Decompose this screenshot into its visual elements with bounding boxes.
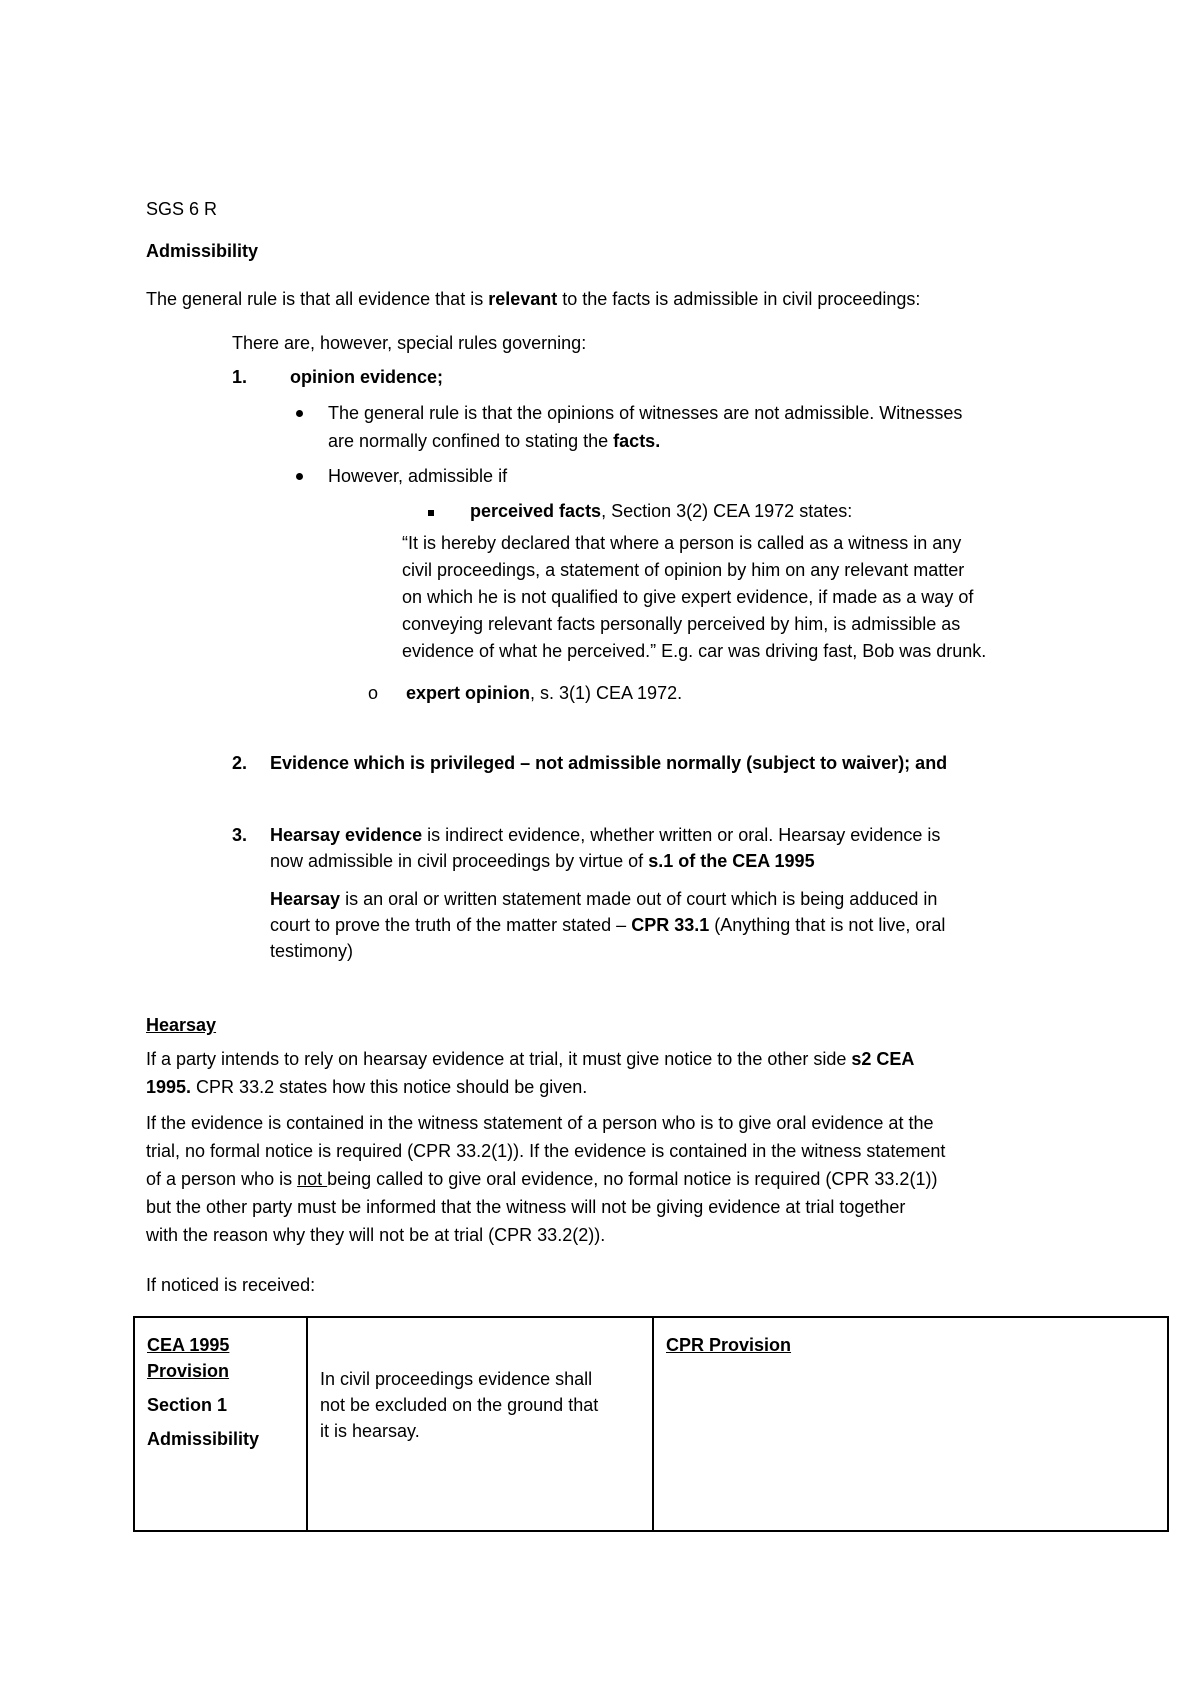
cpr-provision-label: CPR Provision [666, 1335, 792, 1355]
quote-line: on which he is not qualified to give expert evidence, if made as a way of [402, 587, 974, 607]
item1-bullet2: However, admissible if [328, 466, 508, 486]
hearsay-p2-line1: If the evidence is contained in the witness statement of a person who is to give oral evidence at the [146, 1113, 934, 1133]
item3-line2-bold: s.1 of the CEA 1995 [648, 851, 815, 871]
bullet-square-icon [428, 510, 434, 516]
intro-text-bold: relevant [488, 289, 558, 309]
document-code: SGS 6 R [146, 199, 218, 219]
quote-line: evidence of what he perceived.” E.g. car was driving fast, Bob was drunk. [402, 641, 987, 661]
item2-number: 2. [232, 753, 248, 773]
intro-text-pre: The general rule is that all evidence that is [146, 289, 489, 309]
hearsay-p2-line3-post: being called to give oral evidence, no formal notice is required (CPR 33.2(1)) [327, 1169, 938, 1189]
bullet-dot-icon [296, 410, 303, 417]
hearsay-def-line2-bold: CPR 33.1 [631, 915, 710, 935]
item3-line2 [270, 848, 815, 875]
special-rules-text: There are, however, special rules governing: [232, 333, 587, 353]
cea-1995-label: CEA 1995 [147, 1335, 230, 1355]
bullet1-line2-text: are normally confined to stating the [328, 431, 614, 451]
item2-text: Evidence which is privileged – not admissible normally (subject to waiver); and [270, 753, 948, 773]
item3-number: 3. [232, 825, 248, 845]
expert-opinion-rest: , s. 3(1) CEA 1972. [530, 683, 683, 703]
section-3-2-quote [402, 530, 1060, 665]
hearsay-p2-line3-text: of a person who is [146, 1169, 298, 1189]
expert-opinion-bold: expert opinion [406, 683, 531, 703]
item3-line1 [270, 822, 940, 849]
hearsay-evidence-bold: Hearsay evidence [270, 825, 423, 845]
provisions-table [133, 1316, 1169, 1532]
hearsay-p2-line3 [146, 1166, 937, 1193]
hearsay-def-line2-text: court to prove the truth of the matter stated – [270, 915, 632, 935]
provision-text-line: In civil proceedings evidence shall [320, 1369, 593, 1389]
bullet1-line2-bold: facts. [613, 431, 661, 451]
table-col-cpr [654, 1318, 1167, 1530]
item1-bullet1-line1: The general rule is that the opinions of witnesses are not admissible. Witnesses [328, 403, 963, 423]
admissibility-intro [146, 286, 920, 313]
section-1-label: Section 1 [147, 1395, 228, 1415]
table-col-cea [135, 1318, 308, 1530]
bullet-dot-icon [296, 473, 303, 480]
quote-line: conveying relevant facts personally perceived by him, is admissible as [402, 614, 961, 634]
perceived-facts-rest: , Section 3(2) CEA 1972 states: [601, 501, 853, 521]
admissibility-label: Admissibility [147, 1429, 260, 1449]
item1-bullet1-line2 [328, 428, 660, 455]
if-noticed-text: If noticed is received: [146, 1275, 316, 1295]
provision-text-line: not be excluded on the ground that [320, 1395, 599, 1415]
hearsay-p2-line2: trial, no formal notice is required (CPR 33.2(1)). If the evidence is contained in the witness statement [146, 1141, 946, 1161]
table-col-provision-text [308, 1318, 654, 1530]
provision-text-line: it is hearsay. [320, 1421, 420, 1441]
hearsay-p1-bold: s2 CEA [851, 1049, 915, 1069]
perceived-facts-bold: perceived facts [470, 501, 602, 521]
item3-line2-text: now admissible in civil proceedings by virtue of [270, 851, 649, 871]
hearsay-p1-line2-bold: 1995. [146, 1077, 192, 1097]
provision-label: Provision [147, 1361, 230, 1381]
hearsay-p2-line5: with the reason why they will not be at trial (CPR 33.2(2)). [146, 1225, 606, 1245]
hearsay-definition-line3: testimony) [270, 941, 354, 961]
item1-title: opinion evidence; [290, 367, 444, 387]
hearsay-p1-line2-rest: CPR 33.2 states how this notice should be given. [191, 1077, 588, 1097]
quote-line: civil proceedings, a statement of opinion by him on any relevant matter [402, 560, 965, 580]
admissibility-heading: Admissibility [146, 241, 259, 261]
expert-opinion-line [406, 680, 682, 707]
item3-line1-rest: is indirect evidence, whether written or oral. Hearsay evidence is [422, 825, 941, 845]
hearsay-p2-line3-underlined: not [297, 1169, 328, 1189]
hearsay-p1-line1 [146, 1046, 914, 1073]
hearsay-def-line2-post: (Anything that is not live, oral [709, 915, 946, 935]
hearsay-heading: Hearsay [146, 1015, 217, 1035]
hearsay-p2-line4: but the other party must be informed that the witness will not be giving evidence at trial together [146, 1197, 906, 1217]
hearsay-p1-text: If a party intends to rely on hearsay evidence at trial, it must give notice to the other side [146, 1049, 852, 1069]
circle-bullet-icon: o [368, 683, 379, 703]
hearsay-def-rest: is an oral or written statement made out of court which is being adduced in [340, 889, 938, 909]
intro-text-post: to the facts is admissible in civil proceedings: [557, 289, 921, 309]
hearsay-definition-line1 [270, 886, 937, 913]
quote-line: “It is hereby declared that where a person is called as a witness in any [402, 533, 962, 553]
hearsay-p1-line2 [146, 1074, 587, 1101]
perceived-facts-line [470, 498, 852, 525]
item1-number: 1. [232, 367, 248, 387]
hearsay-def-bold: Hearsay [270, 889, 341, 909]
hearsay-definition-line2 [270, 912, 945, 939]
